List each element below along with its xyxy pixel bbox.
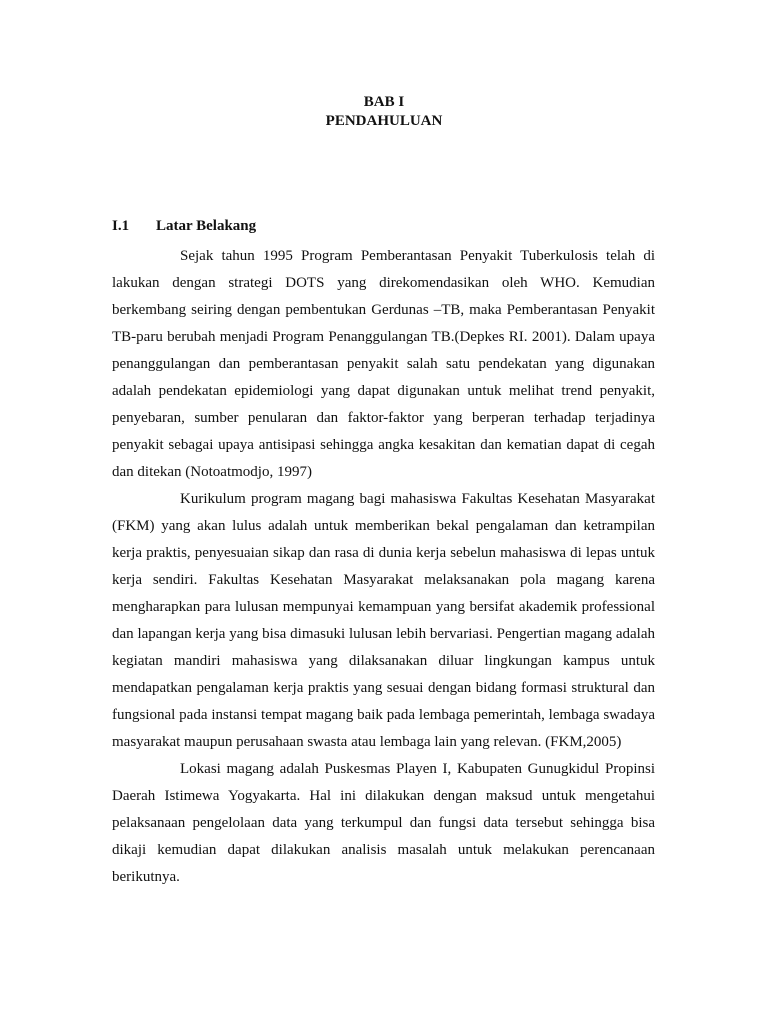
paragraph-1: Sejak tahun 1995 Program Pemberantasan Penyakit Tuberkulosis telah di lakukan dengan strategi DOTS yang direkomendasikan oleh WHO. Kemudian berkembang seiring dengan pembentukan Gerdunas –TB, maka Pemberantasan Penyakit TB-paru berubah menjadi Program Penanggulangan TB.(Depkes RI. 2001). Dalam upaya penanggulangan dan pemberantasan penyakit salah satu pendekatan yang digunakan adalah pendekatan epidemiologi yang dapat digunakan untuk melihat trend penyakit, penyebaran, sumber penularan dan faktor-faktor yang berperan terhadap terjadinya penyakit sebagai upaya antisipasi sehingga angka kesakitan dan kematian dapat di cegah dan ditekan (Notoatmodjo, 1997): [112, 248, 655, 480]
chapter-label: BAB I: [363, 94, 405, 110]
section-number: I.1: [112, 218, 130, 234]
paragraph-3: Lokasi magang adalah Puskesmas Playen I, Kabupaten Gunugkidul Propinsi Daerah Istimewa Yogyakarta. Hal ini dilakukan dengan maksud untuk mengetahui pelaksanaan pengelolaan data yang terkumpul dan fungsi data tersebut sehingga bisa dikaji kemudian dapat dilakukan analisis masalah untuk melakukan perencanaan berikutnya.: [112, 761, 655, 885]
section-title: Latar Belakang: [156, 218, 257, 234]
paragraph-2: Kurikulum program magang bagi mahasiswa Fakultas Kesehatan Masyarakat (FKM) yang akan lulus adalah untuk memberikan bekal pengalaman dan ketrampilan kerja praktis, penyesuaian sikap dan rasa di dunia kerja sebelun mahasiswa di lepas untuk kerja sendiri. Fakultas Kesehatan Masyarakat melaksanakan pola magang karena mengharapkan para lulusan mempunyai kemampuan yang bersifat akademik professional dan lapangan kerja yang bisa dimasuki lulusan lebih bervariasi. Pengertian magang adalah kegiatan mandiri mahasiswa yang dilaksanakan diluar lingkungan kampus untuk mendapatkan pengalaman kerja praktis yang sesuai dengan bidang formasi struktural dan fungsional pada instansi tempat magang baik pada lembaga pemerintah, lembaga swadaya masyarakat maupun perusahaan swasta atau lembaga lain yang relevan. (FKM,2005): [112, 491, 655, 750]
section-heading: [112, 217, 256, 236]
body-text: [112, 243, 655, 891]
chapter-title: PENDAHULUAN: [325, 113, 443, 129]
chapter-heading: [0, 93, 768, 131]
